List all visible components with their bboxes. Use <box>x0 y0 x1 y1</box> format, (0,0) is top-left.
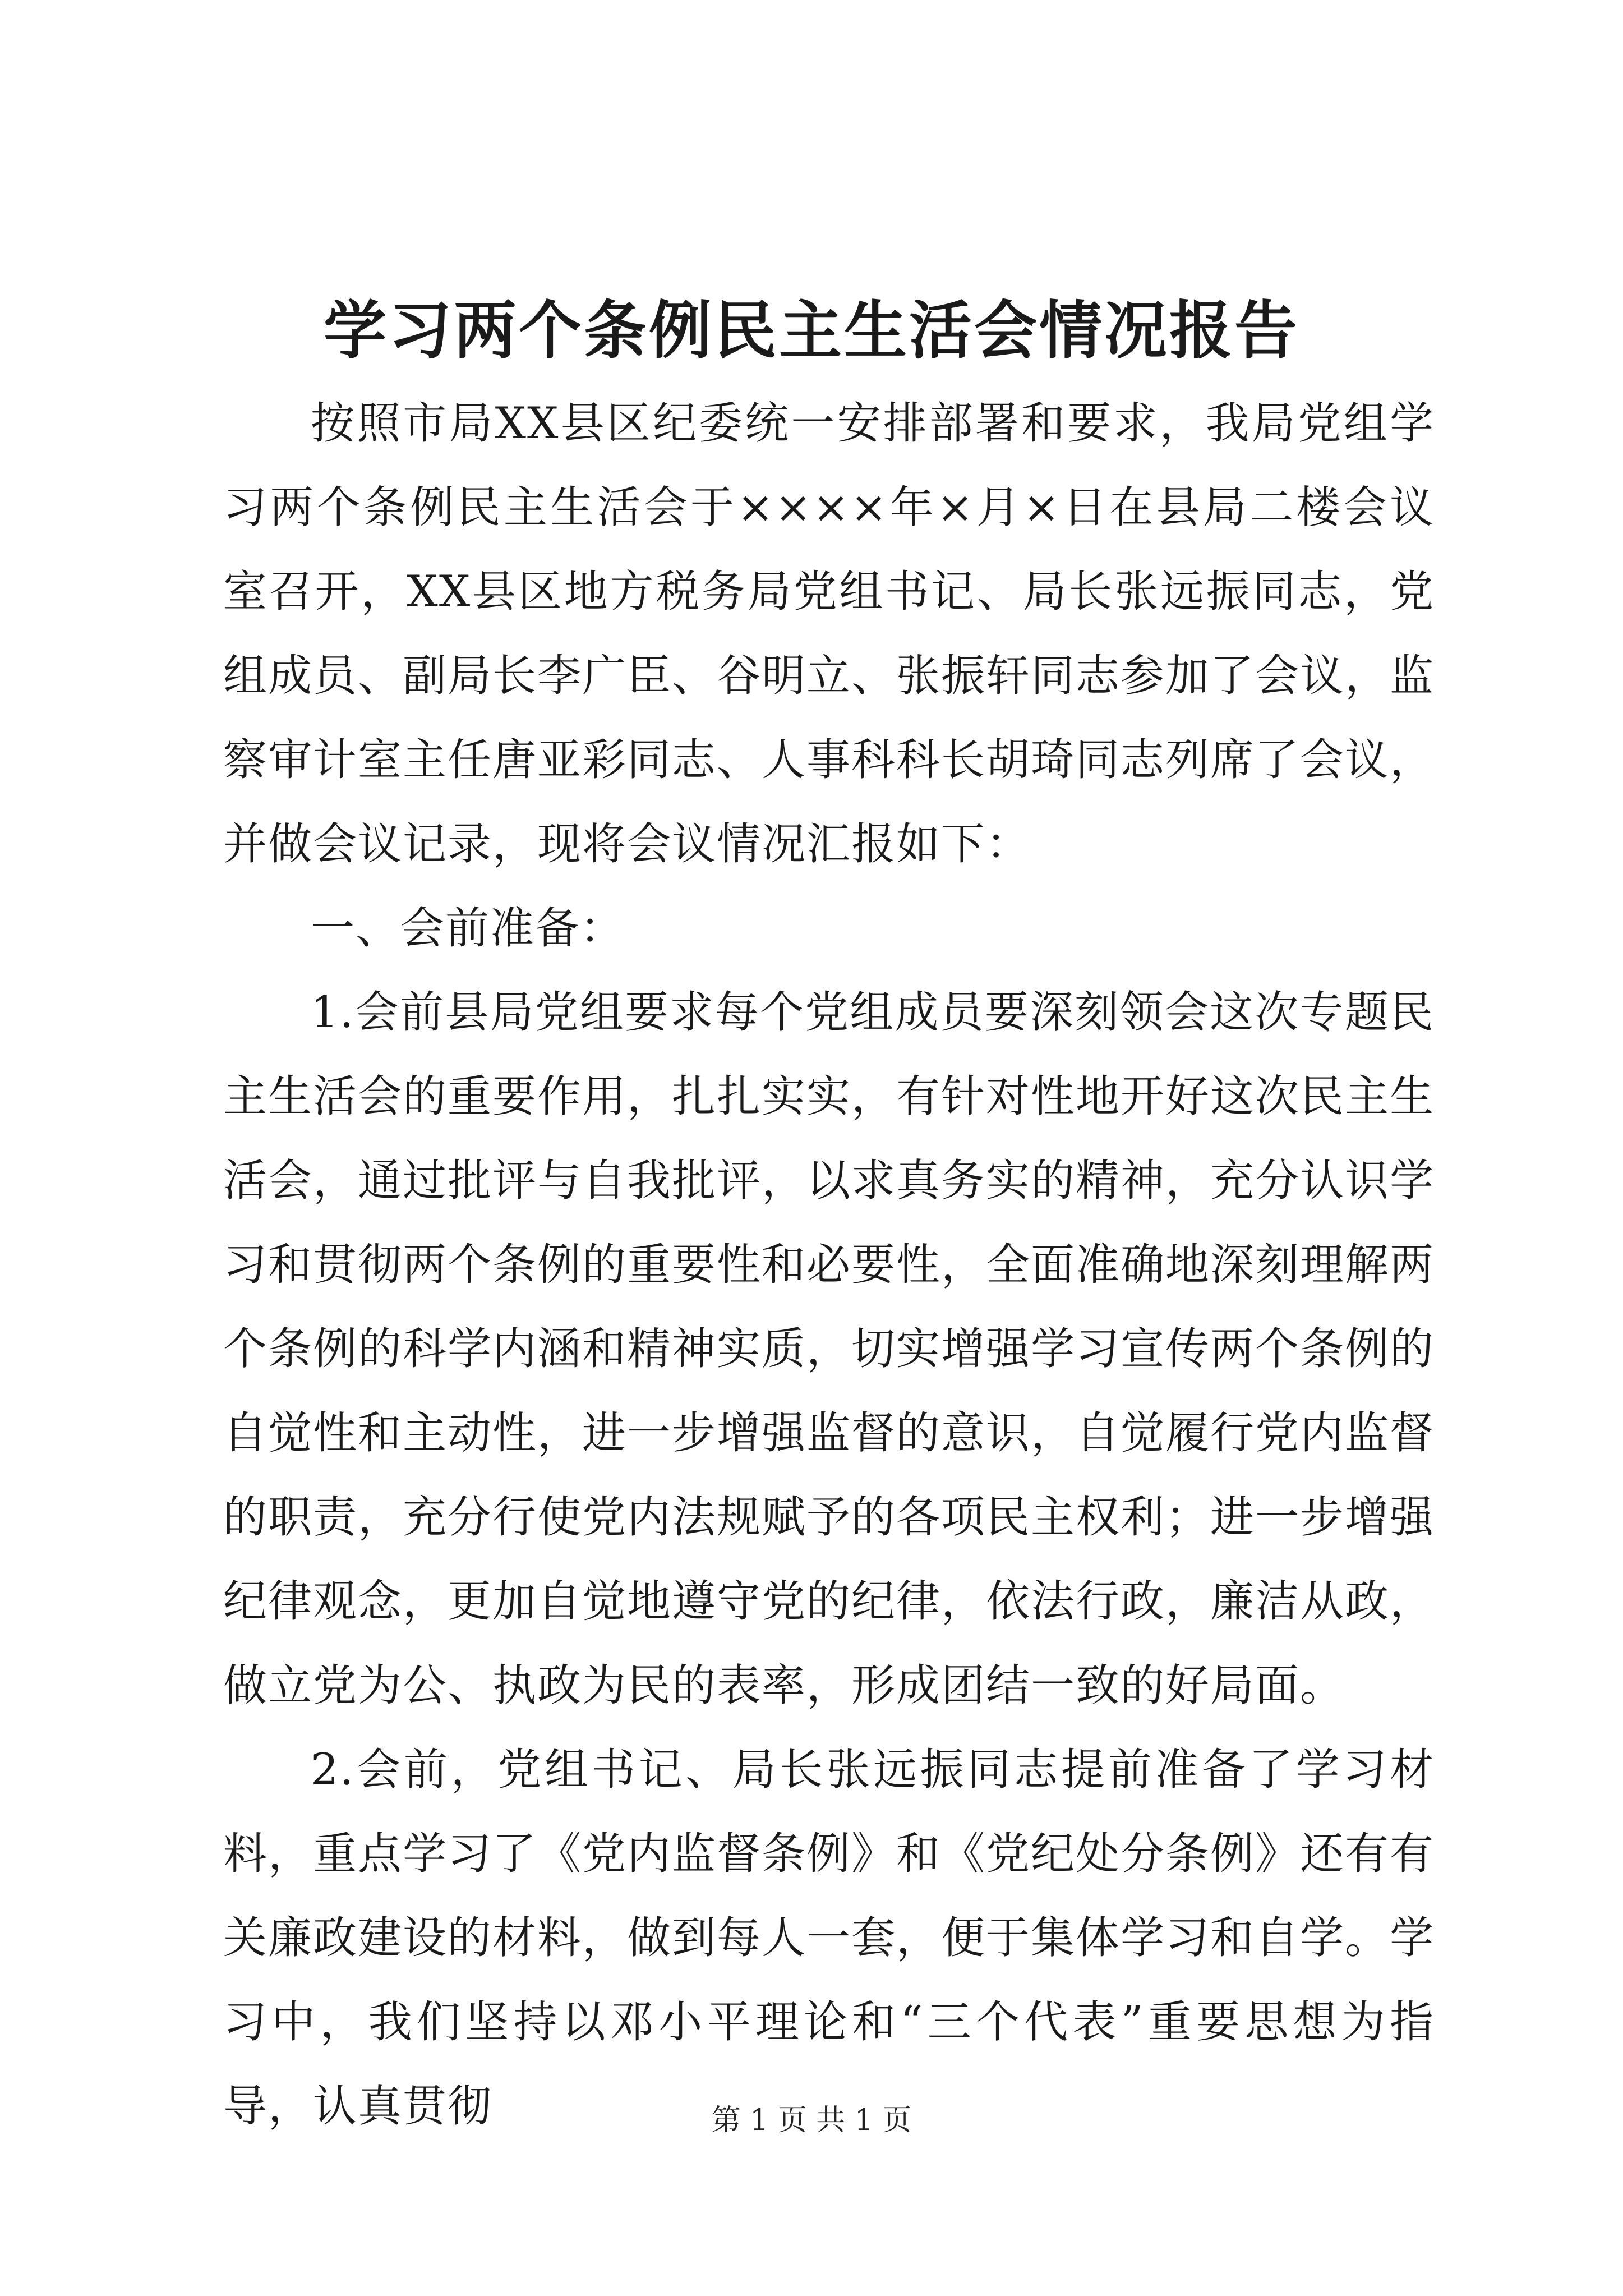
document-body <box>223 381 1435 2148</box>
paragraph-intro: 按照市局XX县区纪委统一安排部署和要求，我局党组学习两个条例民主生活会于××××年×月×日在县局二楼会议室召开，XX县区地方税务局党组书记、局长张远振同志，党组成员、副局长李广臣、谷明立、张振轩同志参加了会议，监察审计室主任唐亚彩同志、人事科科长胡琦同志列席了会议，并做会议记录，现将会议情况汇报如下： <box>223 398 1435 869</box>
paragraph-item-2: 2.会前，党组书记、局长张远振同志提前准备了学习材料，重点学习了《党内监督条例》和《党纪处分条例》还有有关廉政建设的材料，做到每人一套，便于集体学习和自学。学习中，我们坚持以邓小平理论和“三个代表”重要思想为指导，认真贯彻 <box>223 1745 1435 2132</box>
page-title: 学习两个条例民主生活会情况报告 <box>324 294 1299 367</box>
page-footer: 第 1 页 共 1 页 <box>711 2104 912 2137</box>
paragraph-item-1: 1.会前县局党组要求每个党组成员要深刻领会这次专题民主生活会的重要作用，扎扎实实，有针对性地开好这次民主生活会，通过批评与自我批评，以求真务实的精神，充分认识学习和贯彻两个条例的重要性和必要性，全面准确地深刻理解两个条例的科学内涵和精神实质，切实增强学习宣传两个条例的自觉性和主动性，进一步增强监督的意识，自觉履行党内监督的职责，充分行使党内法规赋予的各项民主权利；进一步增强纪律观念，更加自觉地遵守党的纪律，依法行政，廉洁从政，做立党为公、执政为民的表率，形成团结一致的好局面。 <box>223 987 1435 1711</box>
paragraph-section-heading: 一、会前准备： <box>311 903 625 954</box>
